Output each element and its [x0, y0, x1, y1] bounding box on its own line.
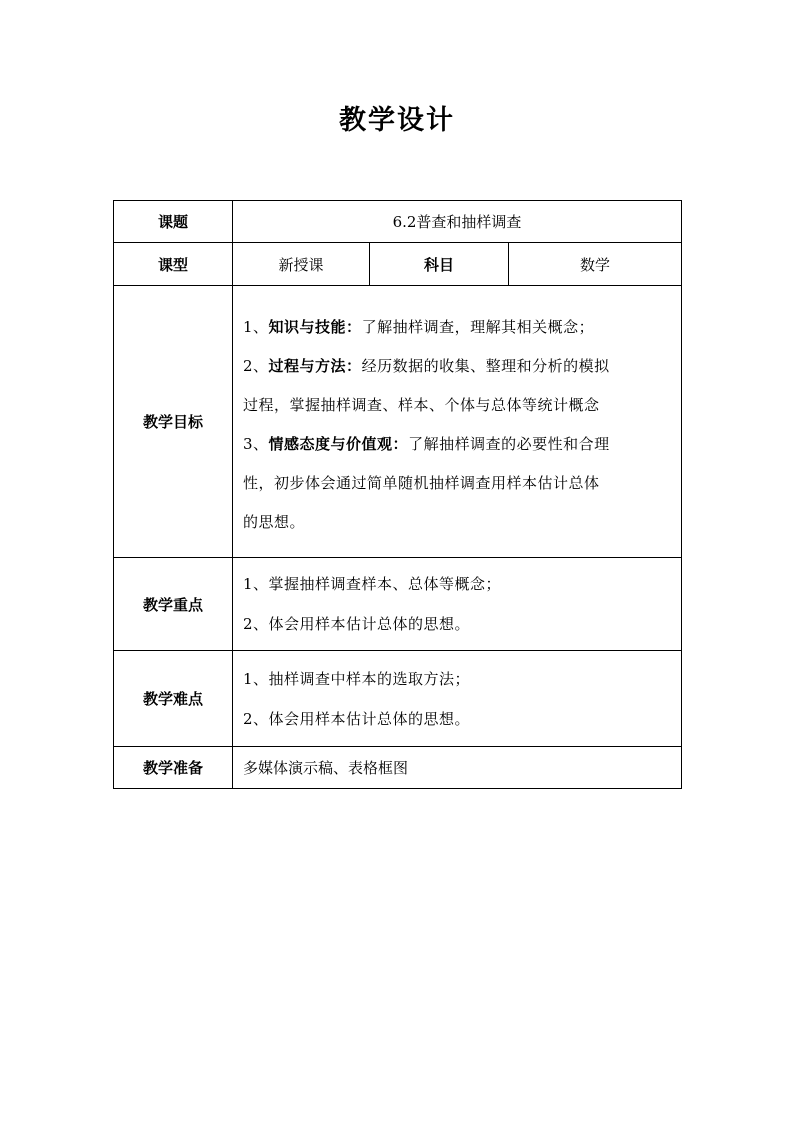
- topic-value: 6.2普查和抽样调查: [233, 201, 682, 243]
- preparation-value: 多媒体演示稿、表格框图: [233, 747, 682, 789]
- difficulties-label: 教学难点: [114, 651, 233, 747]
- goal-line: 的思想。: [243, 512, 306, 531]
- type-value: 新授课: [233, 243, 370, 286]
- key-points-label: 教学重点: [114, 558, 233, 651]
- topic-label: 课题: [114, 201, 233, 243]
- goal-line: 2、过程与方法：经历数据的收集、整理和分析的模拟: [243, 356, 610, 375]
- difficulty-item: 1、抽样调查中样本的选取方法；: [243, 669, 471, 688]
- goal-line: 3、情感态度与价值观：了解抽样调查的必要性和合理: [243, 434, 610, 453]
- difficulty-item: 2、体会用样本估计总体的思想。: [243, 709, 471, 728]
- type-label: 课型: [114, 243, 233, 286]
- goal-line: 过程，掌握抽样调查、样本、个体与总体等统计概念: [243, 395, 600, 414]
- key-point-item: 2、体会用样本估计总体的思想。: [243, 615, 471, 633]
- preparation-label: 教学准备: [114, 747, 233, 789]
- goals-label: 教学目标: [114, 286, 233, 558]
- subject-value: 数学: [509, 243, 682, 286]
- row-preparation: [114, 747, 682, 789]
- row-topic: [114, 201, 682, 243]
- row-type: [114, 243, 682, 286]
- document-title: 教学设计: [339, 105, 455, 136]
- goal-line: 性，初步体会通过简单随机抽样调查用样本估计总体: [243, 473, 600, 492]
- goal-line: 1、知识与技能：了解抽样调查，理解其相关概念；: [243, 317, 595, 336]
- lesson-plan-table: [113, 200, 682, 789]
- row-difficulties: [114, 651, 682, 747]
- key-points-content: [233, 558, 682, 651]
- goals-content: [233, 286, 682, 558]
- subject-label: 科目: [370, 243, 509, 286]
- row-key-points: [114, 558, 682, 651]
- row-goals: [114, 286, 682, 558]
- difficulties-content: [233, 651, 682, 747]
- key-point-item: 1、掌握抽样调查样本、总体等概念；: [243, 575, 502, 593]
